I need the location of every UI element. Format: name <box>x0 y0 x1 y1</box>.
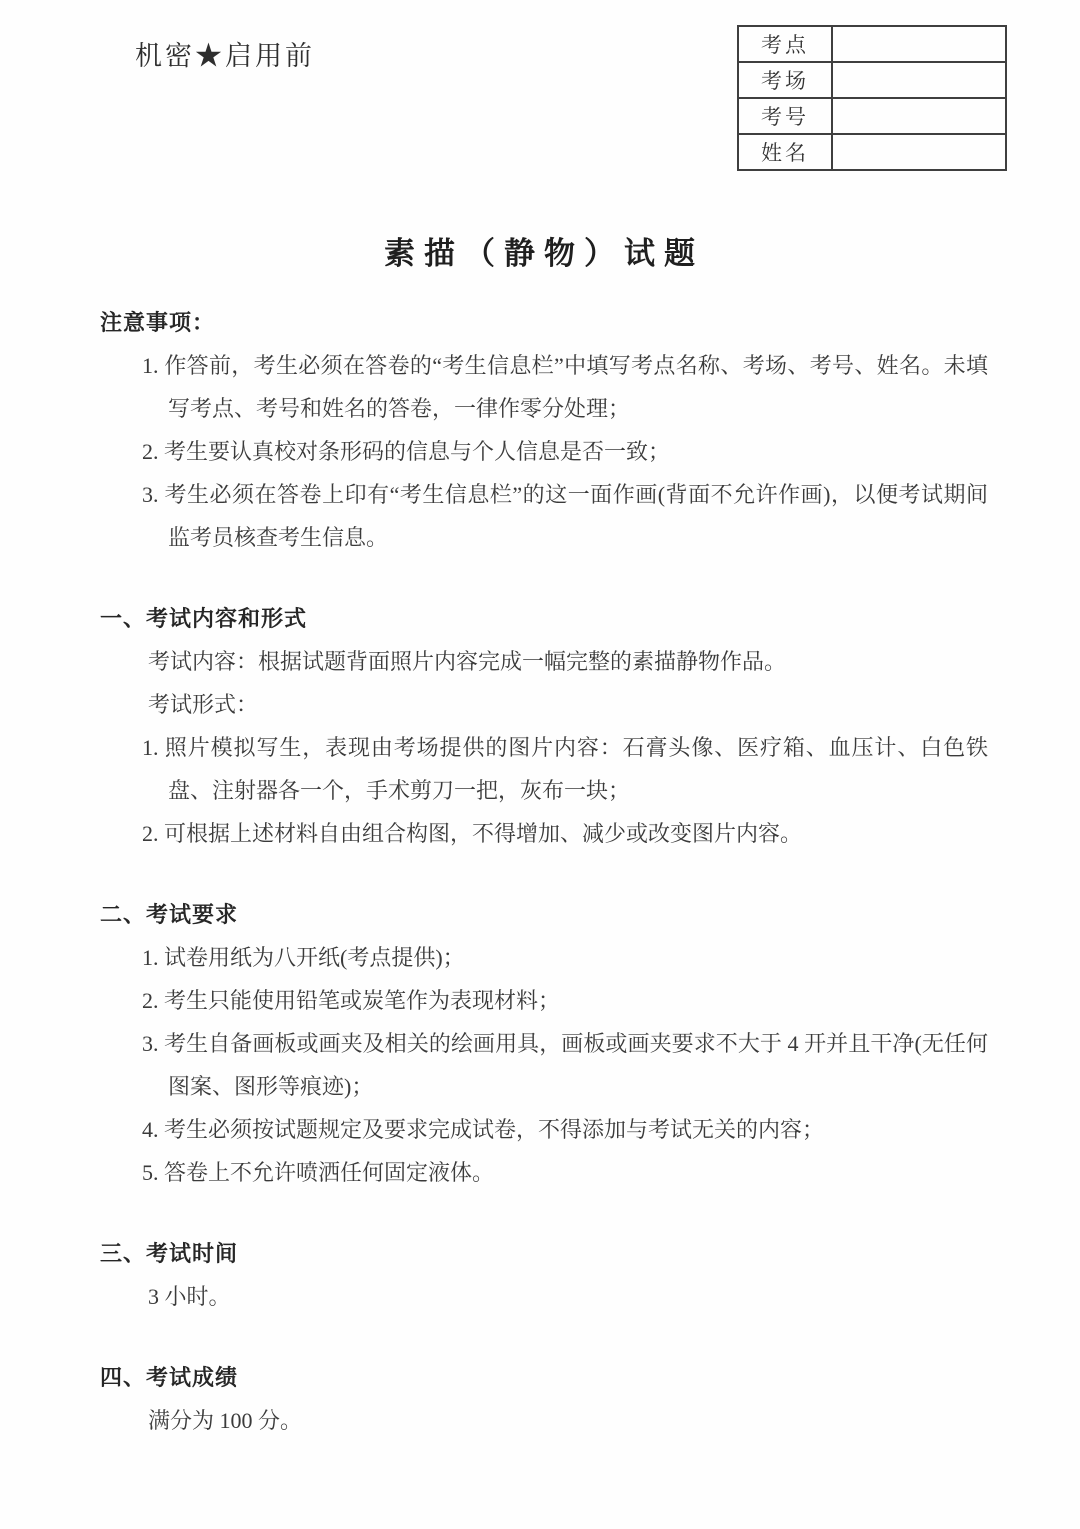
section-paragraph: 考试形式： <box>148 692 259 717</box>
notice-heading: 注意事项： <box>100 310 216 335</box>
info-value-exam-room <box>832 62 1006 98</box>
info-value-exam-site <box>832 26 1006 62</box>
document-body <box>100 228 988 1442</box>
section-heading: 四、考试成绩 <box>100 1365 239 1390</box>
section-paragraph: 满分为 100 分。 <box>148 1408 303 1433</box>
section-paragraph: 考试内容：根据试题背面照片内容完成一幅完整的素描静物作品。 <box>148 649 787 674</box>
section-exam-time <box>100 1232 988 1318</box>
table-row <box>738 134 1006 170</box>
table-row <box>738 62 1006 98</box>
section-exam-content-and-form <box>100 597 988 855</box>
info-label-name: 姓名 <box>738 134 832 170</box>
section-heading: 二、考试要求 <box>100 902 239 927</box>
notice-item: 2. 考生要认真校对条形码的信息与个人信息是否一致； <box>142 439 671 464</box>
section-item: 2. 考生只能使用铅笔或炭笔作为表现材料； <box>142 988 561 1013</box>
section-item: 3. 考生自备画板或画夹及相关的绘画用具，画板或画夹要求不大于 4 开并且干净(无任何图案、图形等痕迹)； <box>142 1031 988 1099</box>
section-item: 1. 试卷用纸为八开纸(考点提供)； <box>142 945 465 970</box>
info-label-exam-number: 考号 <box>738 98 832 134</box>
section-item: 2. 可根据上述材料自由组合构图，不得增加、减少或改变图片内容。 <box>142 821 803 846</box>
section-item: 4. 考生必须按试题规定及要求完成试卷，不得添加与考试无关的内容； <box>142 1117 825 1142</box>
table-row <box>738 26 1006 62</box>
confidential-label: 机密★启用前 <box>135 41 315 71</box>
section-heading: 一、考试内容和形式 <box>100 606 308 631</box>
section-heading: 三、考试时间 <box>100 1241 239 1266</box>
section-exam-requirements <box>100 893 988 1194</box>
info-value-name <box>832 134 1006 170</box>
section-item: 1. 照片模拟写生，表现由考场提供的图片内容：石膏头像、医疗箱、血压计、白色铁盘、注射器各一个，手术剪刀一把，灰布一块； <box>142 735 988 803</box>
notice-item: 3. 考生必须在答卷上印有“考生信息栏”的这一面作画(背面不允许作画)，以便考试期间监考员核查考生信息。 <box>142 482 988 550</box>
section-paragraph: 3 小时。 <box>148 1284 231 1309</box>
section-exam-score <box>100 1356 988 1442</box>
info-label-exam-site: 考点 <box>738 26 832 62</box>
page-title: 素描（静物）试题 <box>384 236 704 271</box>
info-label-exam-room: 考场 <box>738 62 832 98</box>
info-value-exam-number <box>832 98 1006 134</box>
table-row <box>738 98 1006 134</box>
candidate-info-table <box>737 25 1007 171</box>
notice-block <box>100 301 988 559</box>
notice-item: 1. 作答前，考生必须在答卷的“考生信息栏”中填写考点名称、考场、考号、姓名。未填写考点、考号和姓名的答卷，一律作零分处理； <box>142 353 988 421</box>
section-item: 5. 答卷上不允许喷洒任何固定液体。 <box>142 1160 495 1185</box>
